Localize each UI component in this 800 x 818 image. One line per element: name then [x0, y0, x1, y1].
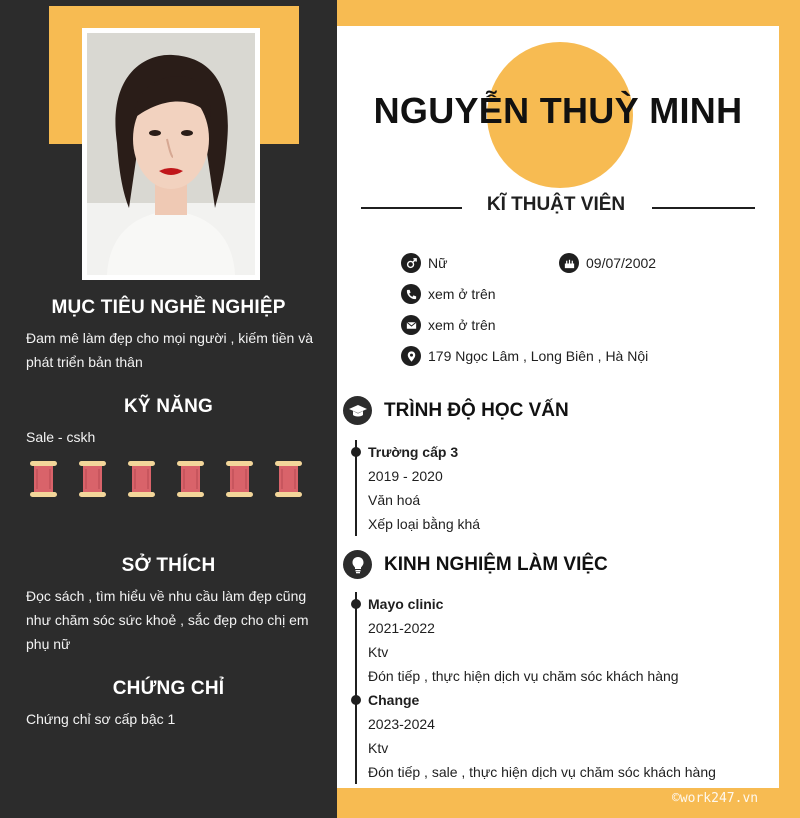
- experience-heading: [343, 550, 608, 579]
- email-value: xem ở trên: [428, 317, 496, 333]
- hobbies-text: [26, 584, 321, 656]
- thread-spool-icon: [274, 460, 303, 498]
- divider-left: [361, 207, 462, 209]
- job-2-company: Change: [368, 692, 420, 708]
- objective-title: MỤC TIÊU NGHỀ NGHIỆP: [51, 297, 286, 318]
- education-school: Trường cấp 3: [368, 444, 459, 460]
- education-heading: [343, 396, 569, 425]
- job-2-years: 2023-2024: [368, 716, 435, 732]
- hobbies-line-1: Đọc sách , tìm hiểu về nhu cầu làm đẹp cũng: [26, 588, 307, 604]
- graduation-cap-icon: [343, 396, 372, 425]
- gender-icon: [401, 253, 421, 273]
- timeline-dot: [351, 695, 361, 705]
- job-1-role: Ktv: [368, 644, 389, 660]
- thread-spool-icon: [176, 460, 205, 498]
- dob-row: [559, 253, 656, 273]
- phone-row: [401, 284, 496, 304]
- education-years: 2019 - 2020: [368, 468, 443, 484]
- experience-timeline: [355, 592, 357, 784]
- divider-right: [652, 207, 755, 209]
- email-row: [401, 315, 496, 335]
- hobbies-line-2: như chăm sóc sức khoẻ , sắc đẹp cho chị em: [26, 612, 309, 628]
- full-name: NGUYỄN THUỲ MINH: [373, 90, 743, 131]
- certificate-item: Chứng chỉ sơ cấp bậc 1: [26, 711, 176, 727]
- skill-name: Sale - cskh: [26, 429, 96, 445]
- timeline-dot: [351, 599, 361, 609]
- dob-value: 09/07/2002: [586, 255, 657, 271]
- hobbies-title: SỞ THÍCH: [121, 555, 216, 576]
- address-value: 179 Ngọc Lâm , Long Biên , Hà Nội: [428, 348, 649, 364]
- certificates-title: CHỨNG CHỈ: [112, 678, 225, 699]
- experience-title: KINH NGHIỆM LÀM VIỆC: [384, 553, 608, 575]
- objective-line-1: Đam mê làm đẹp cho mọi người , kiếm tiền và: [26, 330, 313, 346]
- phone-icon: [401, 284, 421, 304]
- portrait-image: [87, 33, 255, 275]
- gender-row: [401, 253, 447, 273]
- map-pin-icon: [401, 346, 421, 366]
- envelope-icon: [401, 315, 421, 335]
- skill-level: [29, 460, 319, 500]
- job-1-years: 2021-2022: [368, 620, 435, 636]
- watermark: ©work247.vn: [672, 791, 759, 806]
- skills-title: KỸ NĂNG: [123, 396, 213, 417]
- address-row: [401, 346, 648, 366]
- education-grade: Xếp loại bằng khá: [368, 516, 481, 532]
- profile-photo: [82, 28, 260, 280]
- job-1-description: Đón tiếp , thực hiện dịch vụ chăm sóc khách hàng: [368, 668, 679, 684]
- hobbies-line-3: phụ nữ: [26, 636, 71, 652]
- phone-value: xem ở trên: [428, 286, 496, 302]
- objective-line-2: phát triển bản thân: [26, 354, 143, 370]
- job-title: KĨ THUẬT VIÊN: [486, 194, 626, 215]
- thread-spool-icon: [225, 460, 254, 498]
- timeline-dot: [351, 447, 361, 457]
- lightbulb-icon: [343, 550, 372, 579]
- gender-value: Nữ: [428, 255, 448, 271]
- thread-spool-icon: [78, 460, 107, 498]
- job-2-role: Ktv: [368, 740, 389, 756]
- thread-spool-icon: [127, 460, 156, 498]
- job-2-description: Đón tiếp , sale , thực hiện dịch vụ chăm sóc khách hàng: [368, 764, 716, 780]
- job-1-company: Mayo clinic: [368, 596, 444, 612]
- birthday-cake-icon: [559, 253, 579, 273]
- thread-spool-icon: [29, 460, 58, 498]
- objective-text: [26, 326, 321, 374]
- education-field: Văn hoá: [368, 492, 421, 508]
- education-title: TRÌNH ĐỘ HỌC VẤN: [384, 399, 569, 421]
